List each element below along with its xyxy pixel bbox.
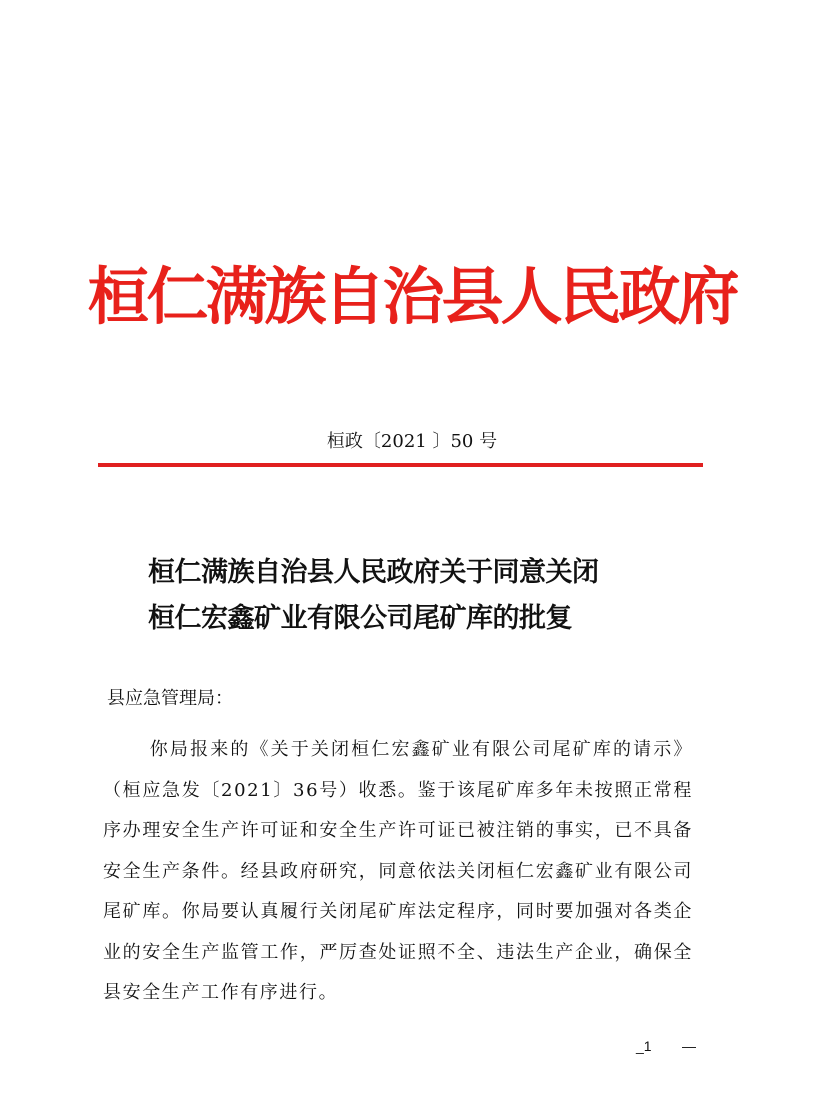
document-number: 桓政〔2021 〕50 号 — [326, 431, 498, 452]
masthead-issuer: 桓仁满族自治县人民政府 — [87, 260, 737, 333]
document-title — [148, 550, 708, 642]
page-number: _1 — [636, 1038, 652, 1054]
body-paragraph: 你局报来的《关于关闭桓仁宏鑫矿业有限公司尾矿库的请示》（桓应急发〔2021〕36号）收悉。鉴于该尾矿库多年未按照正常程序办理安全生产许可证和安全生产许可证已被注销的事实，已不具备安全生产条件。经县政府研究，同意依法关闭桓仁宏鑫矿业有限公司尾矿库。你局要认真履行关闭尾矿库法定程序，同时要加强对各类企业的安全生产监管工作，严厉查处证照不全、违法生产企业，确保全县安全生产工作有序进行。 — [103, 739, 693, 1003]
document-title-line-2: 桓仁宏鑫矿业有限公司尾矿库的批复 — [148, 603, 572, 634]
document-title-line-1: 桓仁满族自治县人民政府关于同意关闭 — [148, 557, 599, 588]
addressee: 县应急管理局： — [107, 688, 233, 709]
red-divider-rule — [98, 463, 703, 467]
page-number-dash: — — [682, 1038, 696, 1054]
